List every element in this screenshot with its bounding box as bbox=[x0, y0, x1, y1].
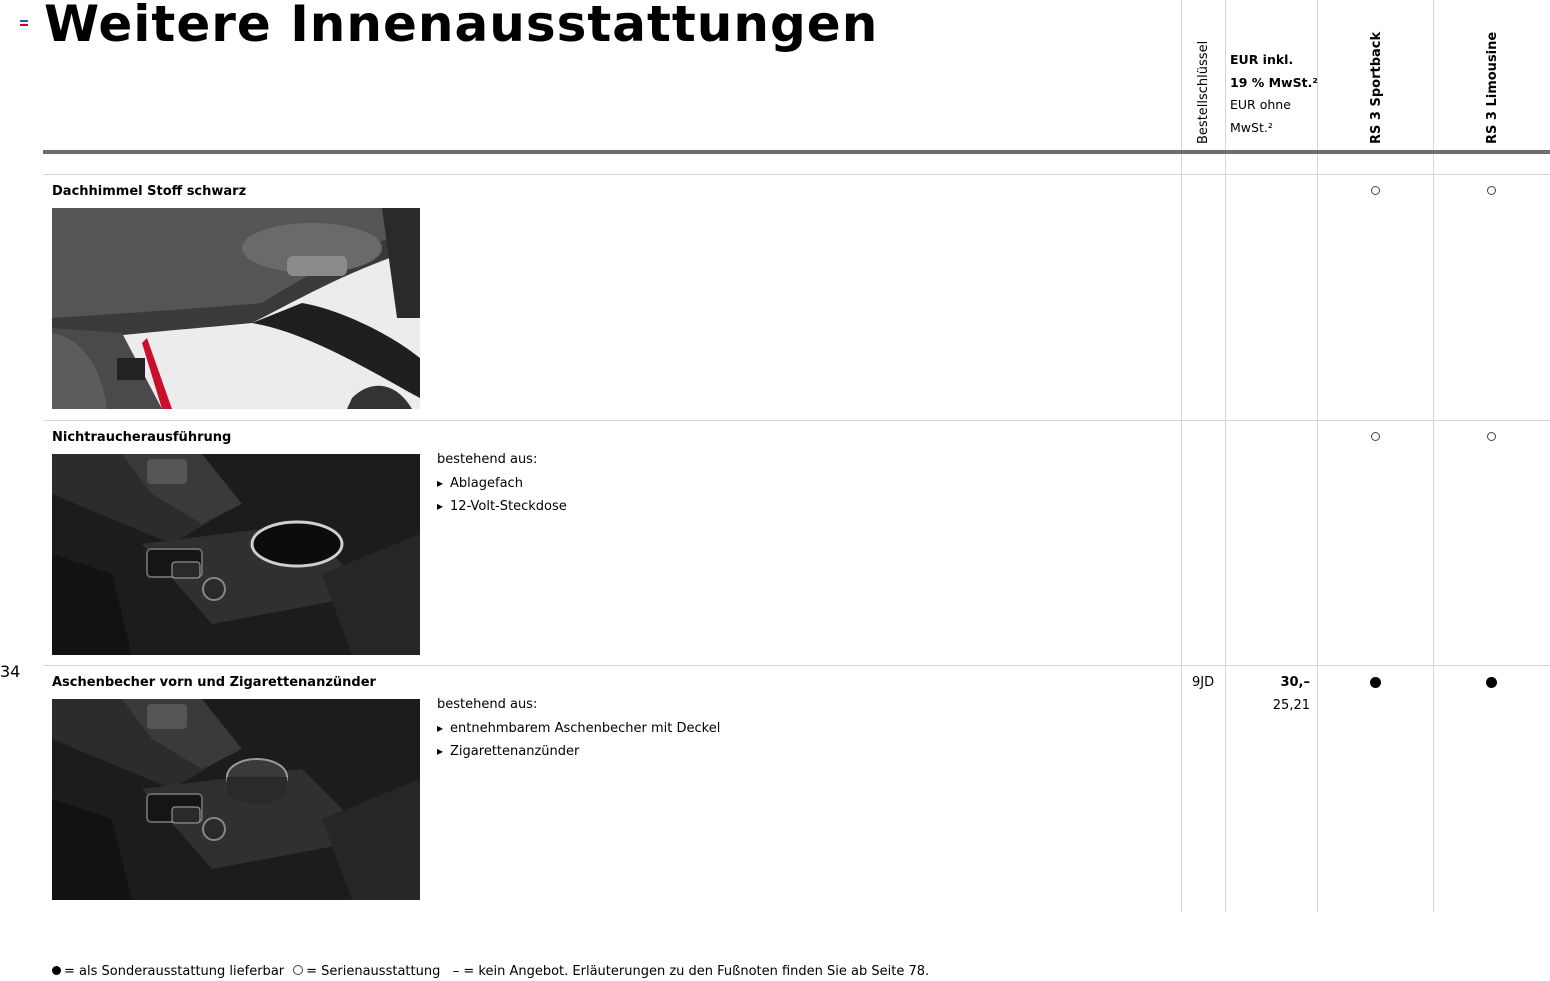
legend-none: – = kein Angebot. Erläuterungen zu den Fußnoten finden Sie ab Seite 78. bbox=[452, 964, 930, 979]
item-description bbox=[437, 449, 567, 519]
row-divider bbox=[43, 420, 1550, 421]
header-rs3-sportback: RS 3 Sportback bbox=[1369, 31, 1384, 144]
price bbox=[1273, 672, 1310, 717]
description-bullet: ▸ entnehmbarem Aschenbecher mit Deckel bbox=[437, 717, 720, 741]
rs3-sportback-standard-mark bbox=[1368, 430, 1382, 445]
header-order-code: Bestellschlüssel bbox=[1196, 40, 1211, 144]
header-price-incl-1: EUR inkl. bbox=[1230, 52, 1294, 67]
header-price-excl-1: EUR ohne bbox=[1230, 97, 1291, 112]
rs3-limousine-standard-mark bbox=[1484, 184, 1498, 199]
optional-dot-icon bbox=[52, 966, 61, 975]
standard-circle-icon bbox=[293, 965, 303, 975]
roof-lining-photo bbox=[52, 208, 420, 409]
price-incl-vat: 30,– bbox=[1280, 675, 1310, 690]
description-bullet: ▸ Zigarettenanzünder bbox=[437, 740, 720, 764]
header-price-excl-2: MwSt.² bbox=[1230, 119, 1273, 135]
column-divider bbox=[1181, 0, 1182, 912]
column-divider bbox=[1225, 0, 1226, 912]
rs3-limousine-optional-mark bbox=[1484, 677, 1498, 692]
row-divider bbox=[43, 174, 1550, 175]
order-code: 9JD bbox=[1192, 675, 1215, 690]
column-divider bbox=[1433, 0, 1434, 912]
header-price-incl-2: 19 % MwSt.² bbox=[1230, 74, 1318, 90]
description-intro: bestehend aus: bbox=[437, 452, 538, 467]
legend-optional: = als Sonderausstattung lieferbar bbox=[64, 964, 285, 979]
rs3-sportback-optional-mark bbox=[1368, 677, 1382, 692]
price-excl-vat: 25,21 bbox=[1272, 697, 1310, 713]
header-price bbox=[1230, 49, 1318, 139]
description-bullet: ▸ Ablagefach bbox=[437, 472, 567, 496]
non-smoker-console-photo bbox=[52, 454, 420, 655]
item-title: Dachhimmel Stoff schwarz bbox=[52, 184, 247, 199]
header-rule bbox=[43, 150, 1550, 154]
ashtray-console-photo bbox=[52, 699, 420, 900]
page-number: 34 bbox=[0, 662, 21, 681]
flag-icon bbox=[20, 20, 28, 26]
legend-standard: = Serienausstattung bbox=[306, 964, 441, 979]
header-rs3-limousine: RS 3 Limousine bbox=[1485, 31, 1500, 144]
description-bullet: ▸ 12-Volt-Steckdose bbox=[437, 495, 567, 519]
item-description bbox=[437, 694, 720, 764]
row-divider bbox=[43, 665, 1550, 666]
item-title: Nichtraucherausführung bbox=[52, 430, 232, 445]
description-intro: bestehend aus: bbox=[437, 697, 538, 712]
page-title: Weitere Innenausstattungen bbox=[44, 0, 879, 53]
rs3-sportback-standard-mark bbox=[1368, 184, 1382, 199]
legend bbox=[52, 964, 929, 979]
item-title: Aschenbecher vorn und Zigarettenanzünder bbox=[52, 675, 376, 690]
rs3-limousine-standard-mark bbox=[1484, 430, 1498, 445]
